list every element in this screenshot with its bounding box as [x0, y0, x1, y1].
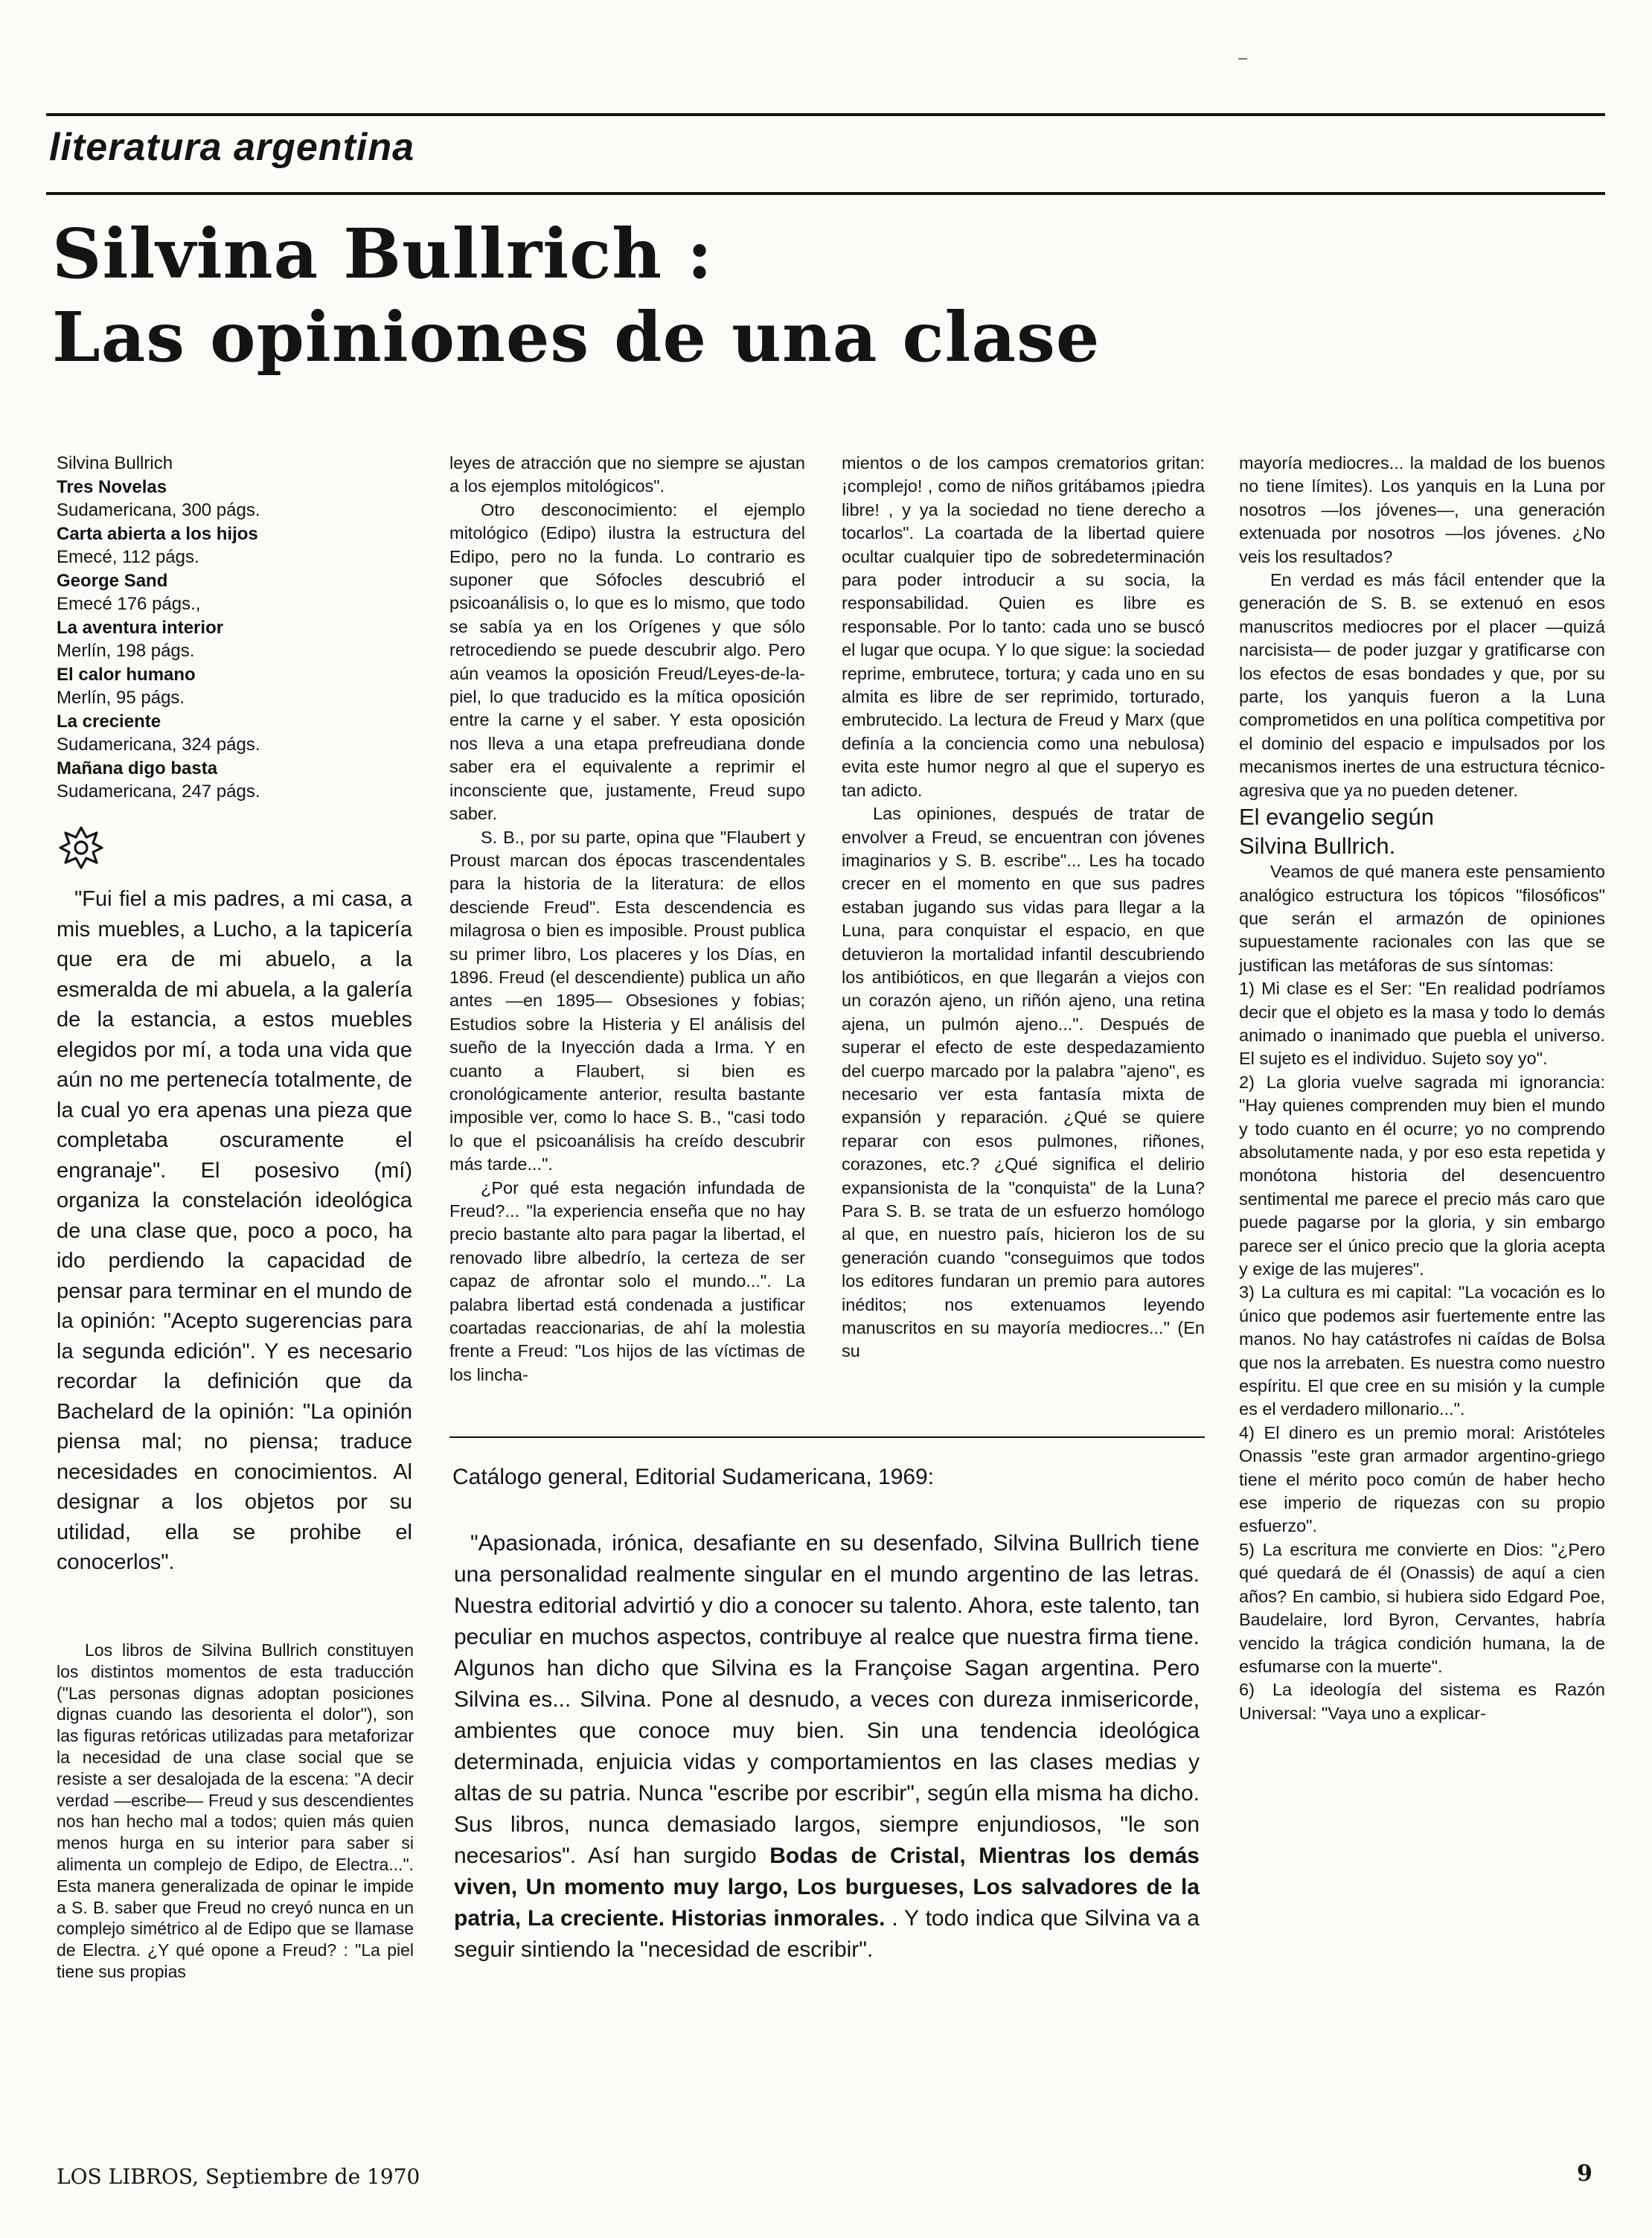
numbered-item: 4) El dinero es un premio moral: Aristóteles Onassis "este gran armador argentino-griego tiene el mérito poco común de haber hecho ese imperio de riquezas con su propio esfuerzo".	[1239, 1422, 1605, 1536]
scan-mark	[1238, 58, 1247, 60]
body-paragraph: ¿Por qué esta negación infundada de Freud?... "la experiencia enseña que no hay precio bastante alto para pagar la libertad, el renovado libre albedrío, la certeza de ser capaz de afrontar solo el mundo...". La palabra libertad está condenada a justificar coartadas reaccionarias, de ahí la molestia frente a Freud: "Los hijos de las víctimas de los lincha-	[449, 1177, 805, 1384]
book-publisher: Merlín, 95 págs.	[57, 688, 185, 708]
book-title: Carta abierta a los hijos	[57, 523, 258, 544]
book-title: El calor humano	[57, 664, 196, 685]
book-title: Mañana digo basta	[57, 758, 218, 778]
body-paragraph: Otro desconocimiento: el ejemplo mitológico (Edipo) ilustra la estructura del Edipo, pero no la funda. Lo contrario es suponer que Sófocles descubrió el psicoanálisis o, lo que es lo mismo, que todo se sabía ya en los Orígenes y que sólo retrocediendo se puede descubrir algo. Pero aún veamos la oposición Freud/Leyes-de-la-piel, lo que traducido es la mítica oposición entre la carne y el saber. Y esta oposición nos lleva a una etapa prefreudiana donde saber era el equivalente a reprimir el inconsciente que, justamente, Freud supo saber.	[449, 499, 805, 824]
body-paragraph: S. B., por su parte, opina que "Flaubert y Proust marcan dos épocas trascendentales para la historia de la literatura: de ellos desciende Freud". Esta descendencia es milagrosa o bien es imposible. Proust publica su primer libro, Los placeres y los Días, en 1896. Freud (el descendiente) publica un año antes —en 1895— Obsesiones y fobias; Estudios sobre la Histeria y El análisis del sueño de la Inyección dada a Irma. Y en cuanto a Flaubert, si bien es cronológicamente anterior, resulta bastante imposible ver, como lo hace S. B., "casi todo lo que el psicoanálisis ha creído descubrir más tarde...".	[449, 827, 805, 1174]
book-title: George Sand	[57, 570, 168, 591]
body-paragraph: mientos o de los campos crematorios gritan: ¡complejo! , como de niños gritábamos ¡piedra libre! , y ya la sociedad no tiene derecho a tocarlos". La coartada de la libertad quiere ocultar cualquier tipo de sobredeterminación para poder introducir a su socia, la responsabilidad. Quien es libre es responsable. Por lo tanto: cada uno se buscó el lugar que ocupa. Y lo que sigue: la sociedad reprime, embrutece, tortura; y cada uno en su almita es libre de ser reprimido, torturado, embrutecido. La lectura de Freud y Marx (que definía a la conciencia como una nebulosa) evita este humor negro al que el superyo es tan adicto.	[842, 453, 1205, 800]
numbered-item: 1) Mi clase es el Ser: "En realidad podríamos decir que el objeto es la masa y todo lo demás animado o inanimado que puebla el universo. El sujeto es el individuo. Sujeto soy yo".	[1239, 979, 1605, 1069]
subheading	[1239, 802, 1605, 860]
catalog-heading: Catálogo general, Editorial Sudamericana, 1969:	[452, 1465, 935, 1489]
title-line-1: Silvina Bullrich :	[52, 214, 714, 294]
column-1-body	[57, 1640, 414, 1983]
bibliography-author: Silvina Bullrich	[57, 453, 173, 473]
subheading-line-2: Silvina Bullrich.	[1239, 833, 1396, 860]
numbered-item: 6) La ideología del sistema es Razón Universal: "Vaya uno a explicar-	[1239, 1680, 1605, 1723]
catalog-book-titles: Bodas de Cristal, Mientras los demás viven, Un momento muy largo, Los burgueses, Los salvadores de la patria, La creciente. Historias inmorales.	[454, 1844, 1200, 1931]
opening-quote	[57, 884, 412, 1578]
book-title: La creciente	[57, 711, 161, 732]
book-publisher: Sudamericana, 247 págs.	[57, 781, 260, 802]
title-line-2: Las opiniones de una clase	[52, 297, 1101, 377]
body-paragraph: mayoría mediocres... la maldad de los buenos no tiene límites). Los yanquis en la Luna por nosotros —los jóvenes—, una generación extenuada por nosotros —los jóvenes. ¿No veis los resultados?	[1239, 453, 1605, 566]
book-publisher: Emecé, 112 págs.	[57, 547, 199, 567]
numbered-item: 2) La gloria vuelve sagrada mi ignorancia: "Hay quienes comprenden muy bien el mundo y todo cuanto en él ocurre; yo no comprendo absolutamente nada, y por eso esta repetida y monótona historia del desencuentro sentimental me parece el precio más caro que puede pagarse por la gloria, y sin embargo parece ser el único precio que la gloria acepta y exige de las mujeres".	[1239, 1072, 1605, 1279]
title-rule	[46, 192, 1605, 195]
quote-paragraph: "Fui fiel a mis padres, a mi casa, a mis muebles, a Lucho, a la tapicería que era de mi abuelo, a la esmeralda de mi abuela, a la galería de la estancia, a estos muebles elegidos por mí, a toda una vida que aún no me pertenecía totalmente, de la cual yo era apenas una pieza que completaba oscuramente el engranaje". El posesivo (mí) organiza la constelación ideológica de una clase que, poco a poco, ha ido perdiendo la capacidad de pensar para terminar en el mundo de la opinión: "Acepto sugerencias para la segunda edición". Y es necesario recordar la definición que da Bachelard de la opinión: "La opinión piensa mal; no piensa; traduce necesidades en conocimientos. Al designar a los objetos por su utilidad, ella se prohibe el conocerlos".	[57, 887, 412, 1574]
body-paragraph: Veamos de qué manera este pensamiento analógico estructura los tópicos "filosóficos" que serán el armazón de opiniones supuestamente racionales con las que se justifican las metáforas de sus síntomas:	[1239, 862, 1605, 975]
book-publisher: Sudamericana, 324 págs.	[57, 735, 260, 755]
book-publisher: Merlín, 198 págs.	[57, 641, 195, 661]
book-title: La aventura interior	[57, 617, 224, 638]
book-publisher: Emecé 176 págs.,	[57, 594, 201, 614]
page-number: 9	[1577, 2161, 1592, 2187]
catalog-ending: . Y todo indica que Silvina va a seguir sintiendo la "necesidad de escribir".	[454, 1906, 1200, 1962]
column-4	[1239, 452, 1605, 1725]
body-paragraph: leyes de atracción que no siempre se ajustan a los ejemplos mitológicos".	[449, 453, 805, 496]
footer-publication: LOS LIBROS, Septiembre de 1970	[57, 2164, 420, 2189]
catalog-text: "Apasionada, irónica, desafiante en su desenfado, Silvina Bullrich tiene una personalidad realmente singular en el mundo argentino de las letras. Nuestra editorial advirtió y dio a conocer su talento. Ahora, este talento, tan peculiar en muchos aspectos, contribuye al realce que nuestra firma tiene. Algunos han dicho que Silvina es la Françoise Sagan argentina. Pero Silvina es... Silvina. Pone al desnudo, a veces con dureza inmisericorde, ambientes que conoce muy bien. Sin una tendencia ideológica determinada, enjuicia vidas y comportamientos en las clases medias y altas de su patria. Nunca "escribe por escribir", según ella misma ha dicho. Sus libros, nunca demasiado largos, siempre enjundiosos, "le son necesarios". Así han surgido	[454, 1531, 1200, 1868]
catalog-paragraph	[454, 1528, 1200, 1966]
book-publisher: Sudamericana, 300 págs.	[57, 500, 260, 520]
bibliography	[57, 452, 414, 804]
subheading-line-1: El evangelio según	[1239, 804, 1434, 831]
article-title	[52, 212, 1100, 379]
ornament-icon	[58, 825, 104, 871]
section-label: literatura argentina	[49, 126, 415, 169]
column-3	[842, 452, 1205, 1363]
body-paragraph: Las opiniones, después de tratar de envolver a Freud, se encuentran con jóvenes imaginarios y S. B. escribe"... Les ha tocado crecer en el momento en que sus padres estaban jugando sus vidas para llegar a la Luna, para conquistar el espacio, en que detuvieron la mortalidad infantil descubriendo los antibióticos, en que llegarán a viejos con un corazón ajeno, un riñón ajeno, una retina ajena, un pulmón ajeno...". Después de superar el efecto de este despedazamiento del cuerpo marcado por la palabra "ajeno", es necesario ver esta fantasía mixta de expansión y reparación. ¿Qué se quiere reparar con esos pulmones, riñones, corazones, etc.? ¿Qué significa el delirio expansionista de la "conquista" de la Luna? Para S. B. se trata de un esfuerzo homólogo al que, en nuestro país, hicieron los de su generación cuando "conseguimos que todos los editores fundaran un premio para autores inéditos; nos extenuamos leyendo manuscritos en su mayoría mediocres..." (En su	[842, 804, 1205, 1361]
column-2	[449, 452, 805, 1387]
body-paragraph: En verdad es más fácil entender que la generación de S. B. se extenuó en esos manuscritos mediocres por el placer —quizá narcisista— de poder juzgar y gratificarse con los efectos de esas bondades y que, por su parte, los yanquis fueron a la Luna comprometidos en una política competitiva por el dominio del espacio e impulsados por los mecanismos inertes de una estructura técnico-agresiva que ya no pueden detener.	[1239, 570, 1605, 800]
catalog-rule	[449, 1436, 1205, 1438]
numbered-item: 5) La escritura me convierte en Dios: "¿Pero qué quedará de él (Onassis) de aquí a cien años? En cambio, si hubiera sido Edgard Poe, Baudelaire, lord Byron, Cervantes, habría vencido la trágica condición humana, la de esfumarse con la muerte".	[1239, 1539, 1605, 1676]
top-rule	[46, 113, 1605, 116]
catalog-quote	[454, 1528, 1200, 1966]
numbered-item: 3) La cultura es mi capital: "La vocación es lo único que podemos asir fuertemente entre las manos. No hay catástrofes ni caídas de Bolsa que nos la arrebaten. Es nuestra como nuestro espíritu. El que cree en su misión y la cumple es el verdadero millonario...".	[1239, 1282, 1605, 1419]
body-paragraph: Los libros de Silvina Bullrich constituyen los distintos momentos de esta traducción ("Las personas dignas adoptan posiciones dignas cuando las desorienta el dolor"), son las figuras retóricas utilizadas para metaforizar la necesidad de una clase social que se resiste a ser desalojada de la escena: "A decir verdad —escribe— Freud y sus descendientes nos han hecho mal a todos; quien más quien menos hurga en su interior para saber si alimenta un complejo de Edipo, de Electra...". Esta manera generalizada de opinar le impide a S. B. saber que Freud no creyó nunca en un complejo simétrico al de Edipo que se llamase de Electra. ¿Y qué opone a Freud? : "La piel tiene sus propias	[57, 1640, 414, 1981]
book-title: Tres Novelas	[57, 476, 167, 497]
